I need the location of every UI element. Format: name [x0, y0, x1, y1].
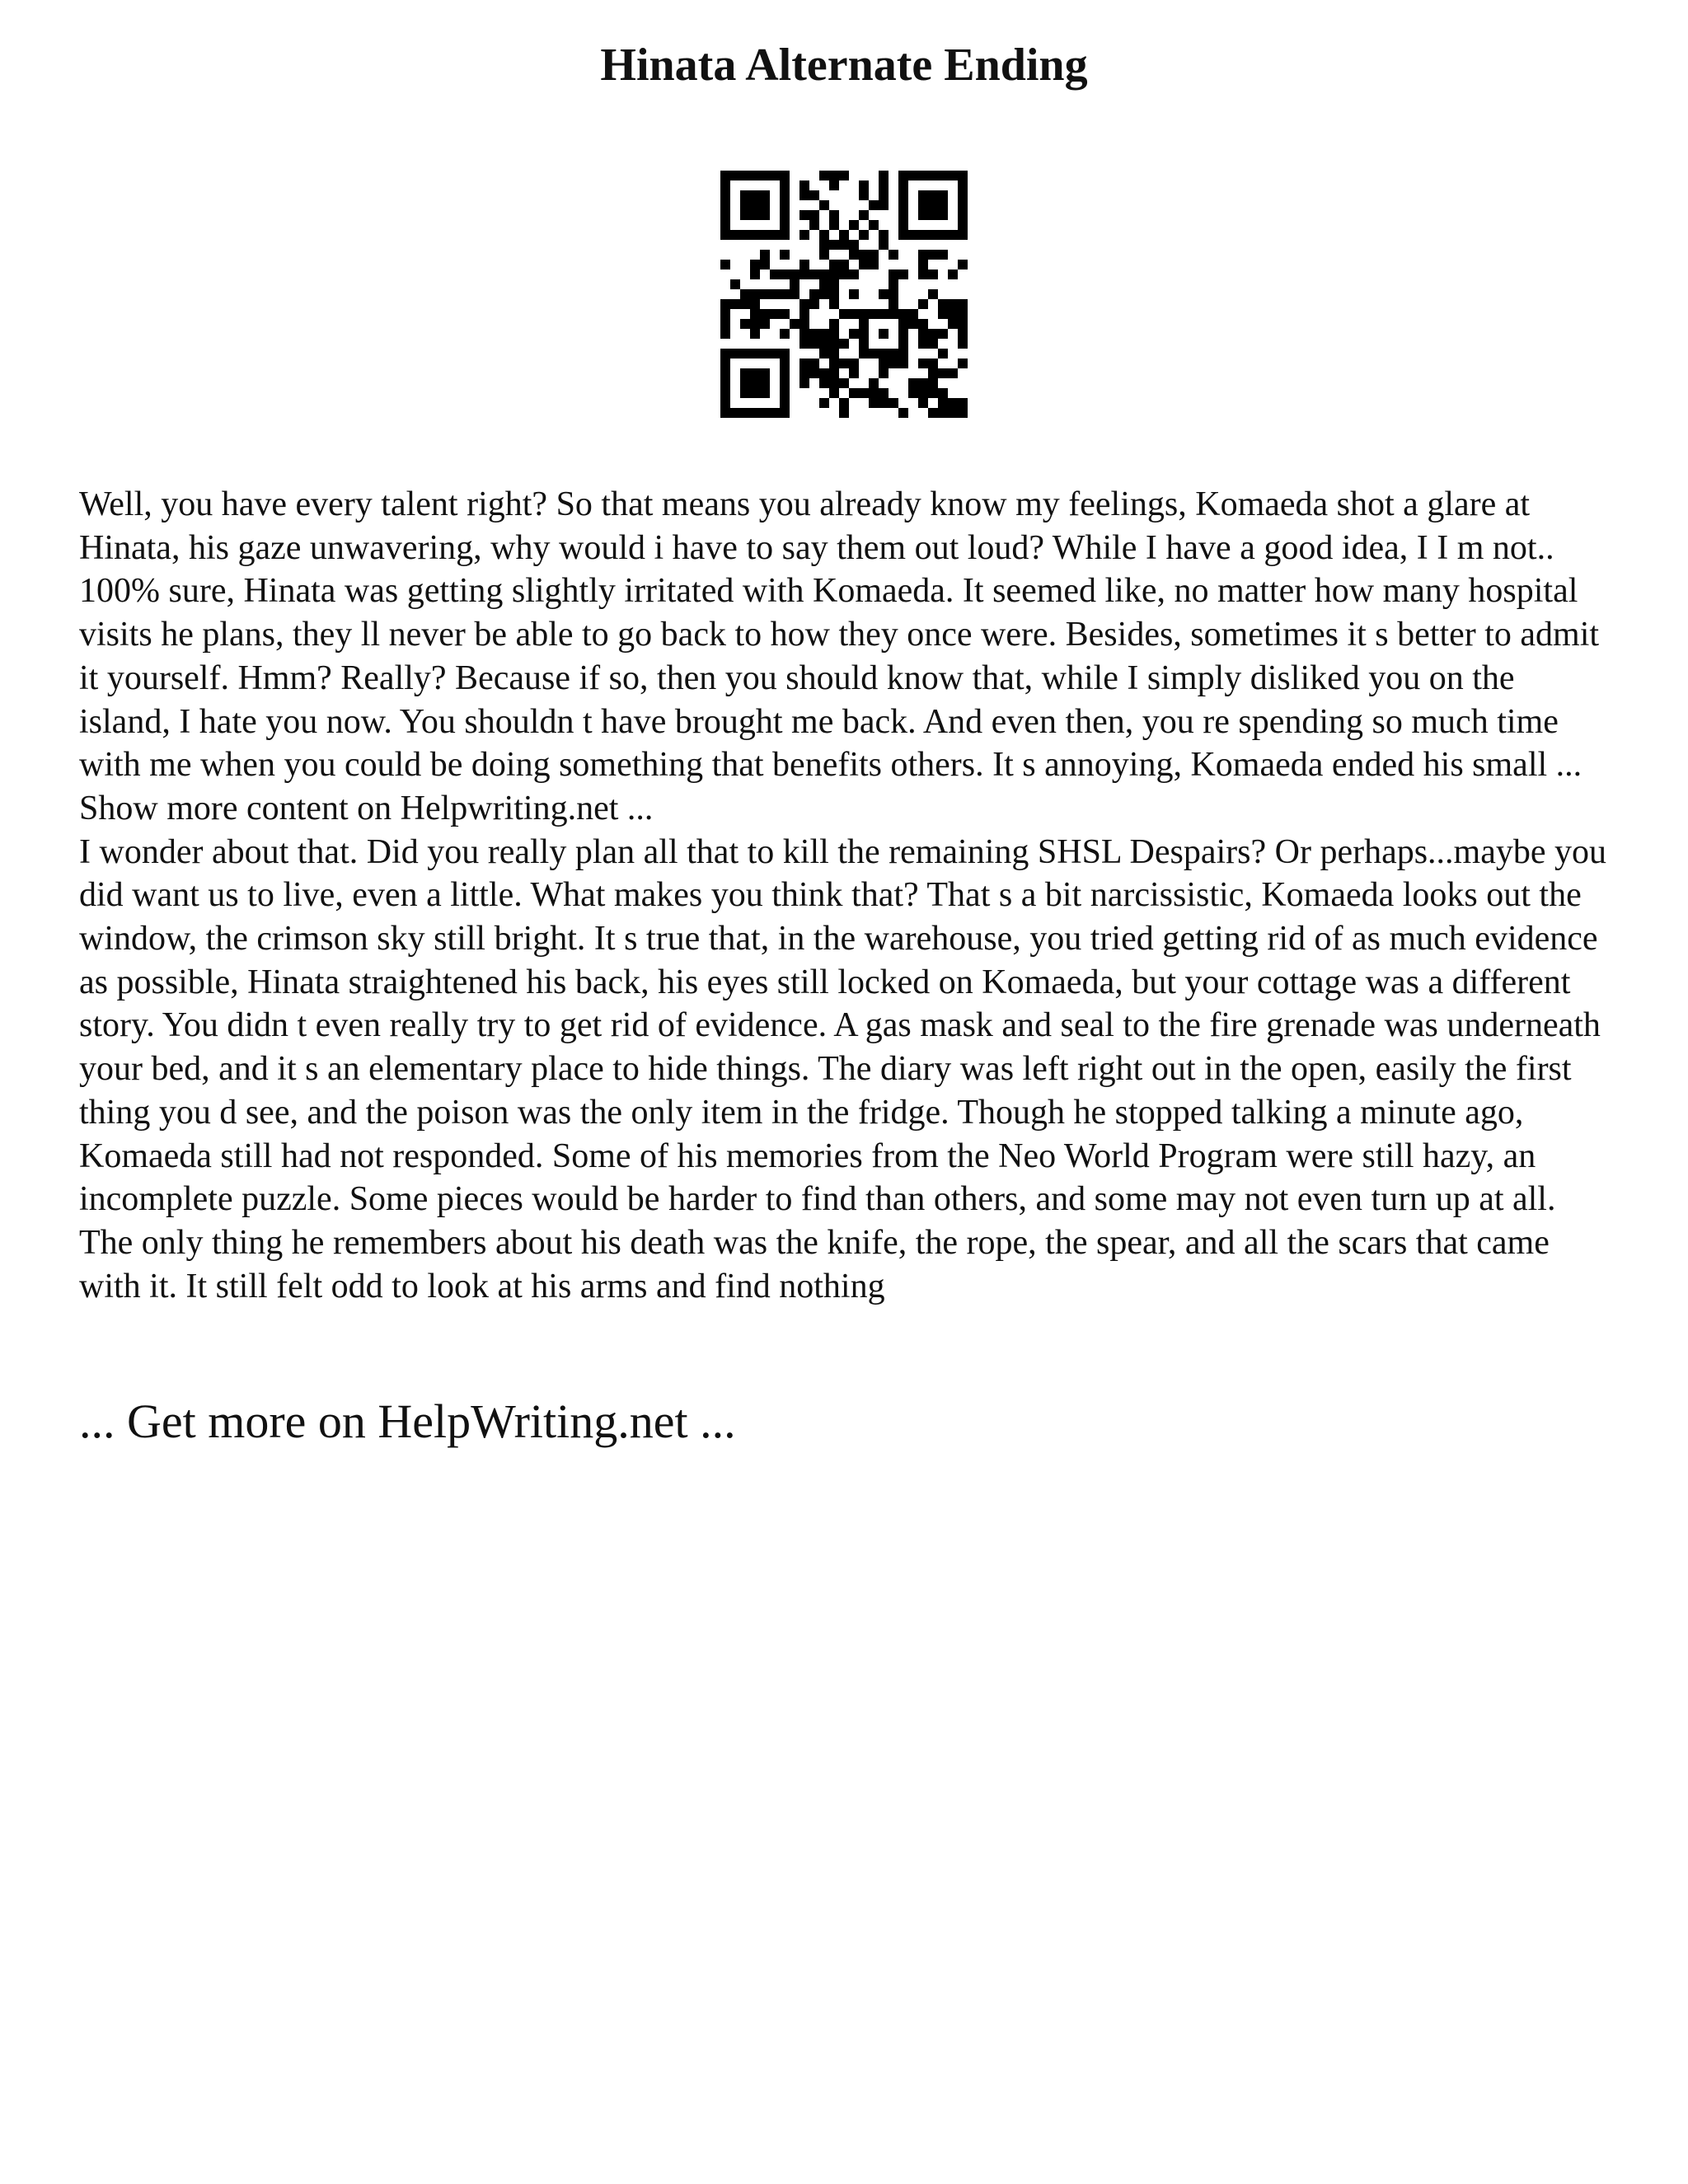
page-title: Hinata Alternate Ending: [600, 40, 1088, 91]
qr-code-graphic: [720, 171, 968, 418]
article-paragraph: I wonder about that. Did you really plan all that to kill the remaining SHSL Despairs? Or perhaps...maybe you did want us to live, even a little. What makes you think that? That s a bit narcissistic, Komaeda looks out the window, the crimson sky still bright. It s true that, in the warehouse, you tried getting rid of as much evidence as possible, Hinata straightened his back, his eyes still locked on Komaeda, but your cottage was a different story. You didn t even really try to get rid of evidence. A gas mask and seal to the fire grenade was underneath your bed, and it s an elementary place to hide things. The diary was left right out in the open, easily the first thing you d see, and the poison was the only item in the fridge. Though he stopped talking a minute ago, Komaeda still had not responded. Some of his memories from the Neo World Program were still hazy, an incomplete puzzle. Some pieces would be harder to find than others, and some may not even turn up at all. The only thing he remembers about his death was the knife, the rope, the spear, and all the scars that came with it. It still felt odd to look at his arms and find nothing: [79, 832, 1607, 1305]
article-body: [79, 483, 1612, 1308]
qr-code-icon: [720, 171, 968, 418]
get-more-link[interactable]: ... Get more on HelpWriting.net ...: [79, 1394, 736, 1448]
article-paragraph: Well, you have every talent right? So that means you already know my feelings, Komaeda shot a glare at Hinata, his gaze unwavering, why would i have to say them out loud? While I have a good idea, I I m not.. 100% sure, Hinata was getting slightly irritated with Komaeda. It seemed like, no matter how many hospital visits he plans, they ll never be able to go back to how they once were. Besides, sometimes it s better to admit it yourself. Hmm? Really? Because if so, then you should know that, while I simply disliked you on the island, I hate you now. You shouldn t have brought me back. And even then, you re spending so much time with me when you could be doing something that benefits others. It s annoying, Komaeda ended his small ... Show more content on Helpwriting.net ...: [79, 485, 1600, 827]
